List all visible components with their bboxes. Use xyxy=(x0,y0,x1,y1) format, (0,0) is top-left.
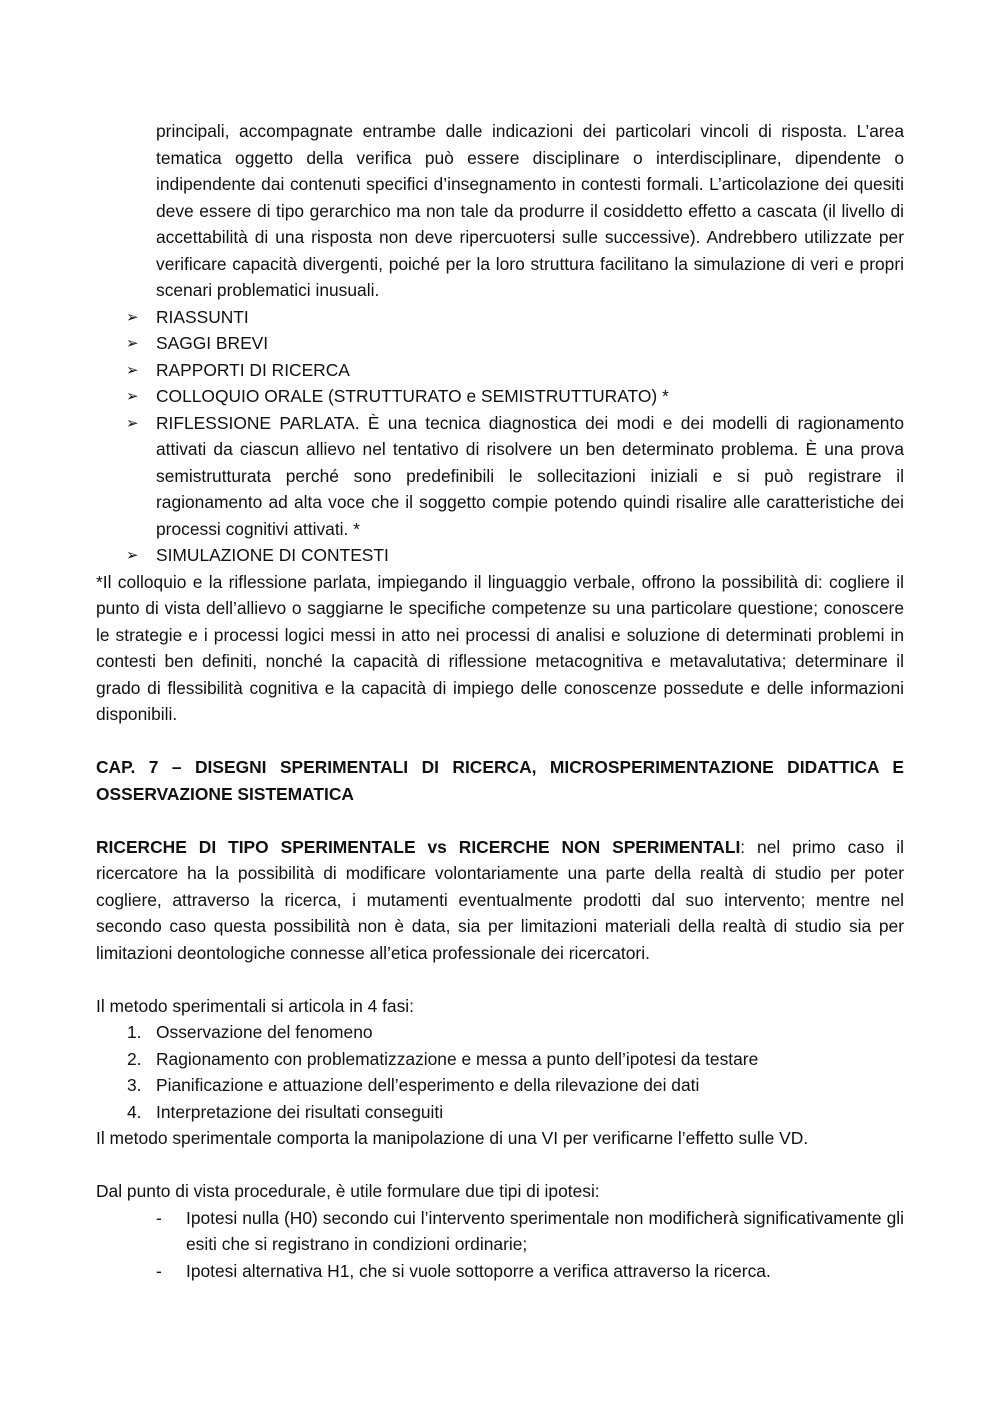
research-bold-lead: RICERCHE DI TIPO SPERIMENTALE vs RICERCHE NON SPERIMENTALI xyxy=(96,836,741,857)
document-page xyxy=(96,118,904,1284)
arrowhead-bullet-icon: ➢ xyxy=(126,413,139,432)
phases-list xyxy=(96,1019,904,1125)
arrowhead-bullet-icon: ➢ xyxy=(126,546,139,564)
list-item-text: RIASSUNTI xyxy=(156,306,249,327)
research-text: : nel primo caso il ricercatore ha la possibilità di modificare volontariamente una parte della realtà di studio per poter cogliere, attraverso la ricerca, i mutamenti eventualmente prodotti dal suo intervento; mentre nel secondo caso questa possibilità non è data, sia per limitazioni materiali della realtà di studio sia per limitazioni deontologiche connesse all’etica professionale dei ricercatori. xyxy=(96,836,905,963)
list-item xyxy=(96,330,904,357)
list-number: 4. xyxy=(127,1101,142,1122)
hypotheses-list xyxy=(96,1205,904,1285)
arrowhead-bullet-icon: ➢ xyxy=(126,360,139,379)
list-item xyxy=(96,410,904,543)
list-item xyxy=(96,1019,904,1046)
spacer xyxy=(96,966,904,993)
list-item-text: Osservazione del fenomeno xyxy=(156,1022,373,1042)
dash-bullet: - xyxy=(156,1260,162,1281)
arrowhead-bullet-icon: ➢ xyxy=(126,334,139,352)
list-item-text: Pianificazione e attuazione dell’esperimento e della rilevazione dei dati xyxy=(156,1075,700,1095)
spacer xyxy=(96,807,904,834)
list-item-text: SIMULAZIONE DI CONTESTI xyxy=(156,545,389,565)
list-item xyxy=(96,1046,904,1073)
list-item xyxy=(96,1258,904,1285)
list-item-text: SAGGI BREVI xyxy=(156,333,269,353)
arrowhead-bullet-icon: ➢ xyxy=(126,307,139,326)
list-item xyxy=(96,304,904,331)
list-item xyxy=(96,1072,904,1099)
footnote-paragraph: *Il colloquio e la riflessione parlata, impiegando il linguaggio verbale, offrono la possibilità di: cogliere il punto di vista dell’allievo o saggiarne le specifiche competenze su una particolare questione; conoscere le strategie e i processi logici messi in atto nei processi di analisi e soluzione di determinati problemi in contesti ben definiti, nonché la capacità di riflessione metacognitiva e metavalutativa; determinare il grado di flessibilità cognitiva e la capacità di impiego delle conoscenze possedute e delle informazioni disponibili. xyxy=(96,571,904,724)
method-note: Il metodo sperimentale comporta la manipolazione di una VI per verificarne l’effetto sulle VD. xyxy=(96,1128,809,1148)
list-number: 2. xyxy=(127,1048,142,1069)
list-item-text: RIFLESSIONE PARLATA. È una tecnica diagnostica dei modi e dei modelli di ragionamento attivati da ciascun allievo nel tentativo di risolvere un ben determinato problema. È una prova semistrutturata perché sono predefinibili le sollecitazioni iniziali e si può registrare il ragionamento ad alta voce che il soggetto compie potendo quindi risalire alle caratteristiche dei processi cognitivi attivati. * xyxy=(156,412,904,539)
list-item-text: Ipotesi nulla (H0) secondo cui l’intervento sperimentale non modificherà significativamente gli esiti che si registrano in condizioni ordinarie; xyxy=(186,1207,904,1254)
list-item-text: Ragionamento con problematizzazione e messa a punto dell’ipotesi da testare xyxy=(156,1048,759,1069)
list-item xyxy=(96,542,904,569)
research-paragraph xyxy=(96,834,904,967)
dash-bullet: - xyxy=(156,1207,162,1228)
spacer xyxy=(96,1152,904,1179)
list-item xyxy=(96,357,904,384)
spacer xyxy=(96,728,904,755)
list-item xyxy=(96,1205,904,1258)
list-item xyxy=(96,383,904,410)
intro-paragraph: principali, accompagnate entrambe dalle indicazioni dei particolari vincoli di risposta. L’area tematica oggetto della verifica può essere disciplinare o interdisciplinare, dipendente o indipendente dai contenuti specifici d’insegnamento in contesti formali. L’articolazione dei quesiti deve essere di tipo gerarchico ma non tale da produrre il cosiddetto effetto a cascata (il livello di accettabilità di una risposta non deve ripercuotersi sulle successive). Andrebbero utilizzate per verificare capacità divergenti, poiché per la loro struttura facilitano la simulazione di veri e propri scenari problematici inusuali. xyxy=(156,121,904,300)
list-item-text: Ipotesi alternativa H1, che si vuole sottoporre a verifica attraverso la ricerca. xyxy=(186,1260,771,1281)
list-item xyxy=(96,1099,904,1126)
list-number: 3. xyxy=(127,1075,142,1095)
list-number: 1. xyxy=(127,1022,142,1042)
list-item-text: Interpretazione dei risultati conseguiti xyxy=(156,1101,444,1122)
bullet-list xyxy=(96,304,904,569)
arrowhead-bullet-icon: ➢ xyxy=(126,387,139,405)
list-item-text: COLLOQUIO ORALE (STRUTTURATO e SEMISTRUTTURATO) * xyxy=(156,386,669,406)
chapter-heading: CAP. 7 – DISEGNI SPERIMENTALI DI RICERCA, MICROSPERIMENTAZIONE DIDATTICA E OSSERVAZIONE SISTEMATICA xyxy=(96,757,904,804)
method-intro: Il metodo sperimentali si articola in 4 fasi: xyxy=(96,995,414,1016)
list-item-text: RAPPORTI DI RICERCA xyxy=(156,359,350,380)
hypothesis-intro: Dal punto di vista procedurale, è utile formulare due tipi di ipotesi: xyxy=(96,1181,600,1201)
